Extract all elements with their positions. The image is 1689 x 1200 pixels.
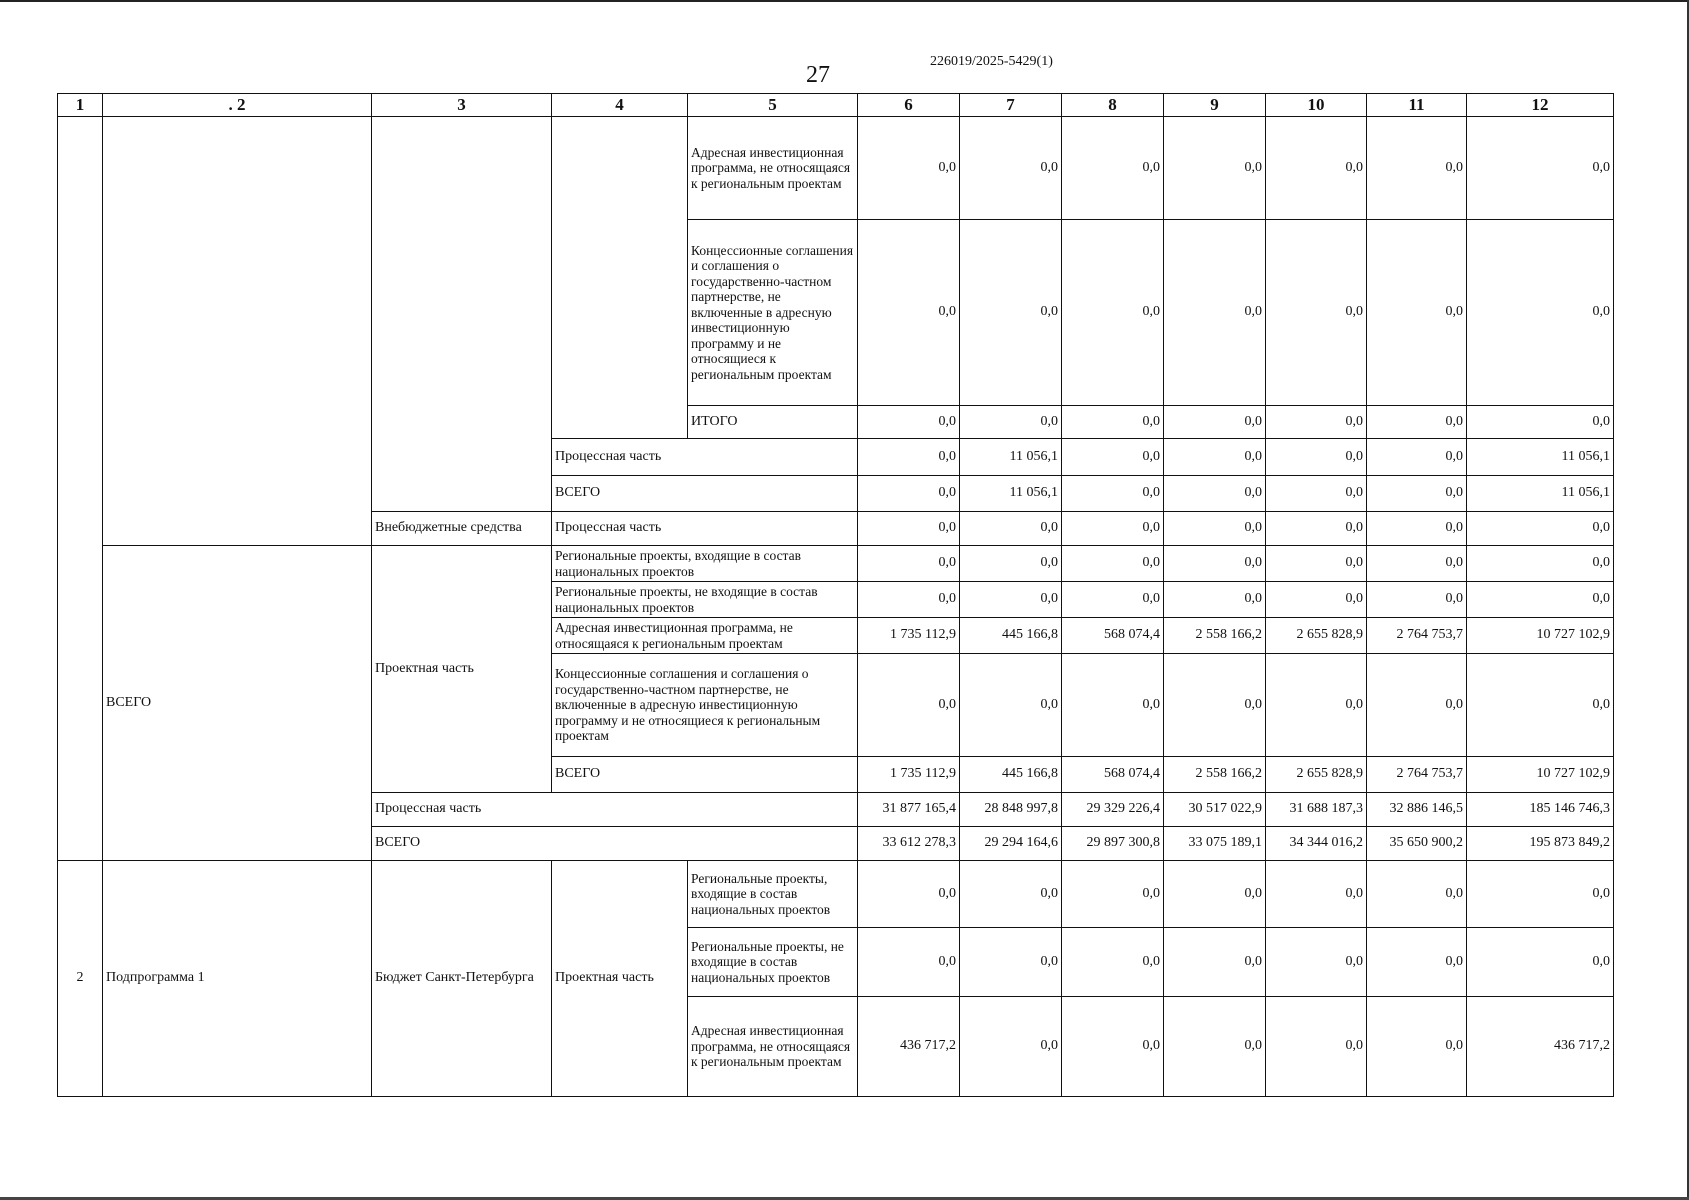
value-cell: 0,0 [1062, 512, 1164, 546]
value-cell: 29 897 300,8 [1062, 827, 1164, 861]
value-cell: 32 886 146,5 [1367, 793, 1467, 827]
value-cell: 0,0 [1266, 512, 1367, 546]
column-header: 1 [58, 94, 103, 117]
item-label: Концессионные соглашения и соглашения о государственно-частном партнерстве, не включенные в адресную инвестиционную программу и не относящиеся к региональным проектам [552, 654, 858, 757]
scan-border-top [0, 0, 1689, 2]
page-number: 27 [806, 62, 830, 88]
value-cell: 11 056,1 [960, 476, 1062, 512]
program-name-cell [103, 117, 372, 546]
value-cell: 28 848 997,8 [960, 793, 1062, 827]
value-cell: 0,0 [1062, 220, 1164, 406]
value-cell: 2 764 753,7 [1367, 618, 1467, 654]
value-cell: 35 650 900,2 [1367, 827, 1467, 861]
value-cell: 0,0 [858, 439, 960, 476]
value-cell: 0,0 [1367, 117, 1467, 220]
value-cell: 0,0 [1367, 439, 1467, 476]
item-label: Процессная часть [552, 439, 858, 476]
value-cell: 0,0 [1367, 476, 1467, 512]
value-cell: 0,0 [1164, 582, 1266, 618]
value-cell: 0,0 [960, 654, 1062, 757]
value-cell: 0,0 [1164, 406, 1266, 439]
value-cell: 0,0 [960, 861, 1062, 928]
part-label: Проектная часть [552, 861, 688, 1097]
value-cell: 33 612 278,3 [858, 827, 960, 861]
value-cell: 0,0 [960, 220, 1062, 406]
value-cell: 0,0 [1164, 861, 1266, 928]
value-cell: 0,0 [1367, 997, 1467, 1097]
value-cell: 34 344 016,2 [1266, 827, 1367, 861]
value-cell: 0,0 [1062, 546, 1164, 582]
value-cell: 0,0 [1266, 546, 1367, 582]
value-cell: 0,0 [858, 928, 960, 997]
value-cell: 0,0 [960, 117, 1062, 220]
item-label: Адресная инвестиционная программа, не относящаяся к региональным проектам [688, 117, 858, 220]
value-cell: 0,0 [1164, 654, 1266, 757]
value-cell: 0,0 [1266, 439, 1367, 476]
value-cell: 0,0 [1062, 654, 1164, 757]
value-cell: 0,0 [1266, 654, 1367, 757]
column-header: 4 [552, 94, 688, 117]
value-cell: 0,0 [858, 476, 960, 512]
value-cell: 0,0 [858, 582, 960, 618]
item-label: ВСЕГО [372, 827, 858, 861]
value-cell: 0,0 [1367, 220, 1467, 406]
column-header: 11 [1367, 94, 1467, 117]
item-label: Региональные проекты, входящие в состав национальных проектов [552, 546, 858, 582]
subprogram-number: 2 [58, 861, 103, 1097]
value-cell: 2 558 166,2 [1164, 757, 1266, 793]
value-cell: 29 329 226,4 [1062, 793, 1164, 827]
value-cell: 0,0 [1164, 476, 1266, 512]
value-cell: 2 764 753,7 [1367, 757, 1467, 793]
value-cell: 33 075 189,1 [1164, 827, 1266, 861]
value-cell: 1 735 112,9 [858, 757, 960, 793]
financing-table [57, 93, 1614, 1097]
value-cell: 0,0 [1467, 117, 1614, 220]
value-cell: 0,0 [1467, 220, 1614, 406]
item-label: Региональные проекты, входящие в состав национальных проектов [688, 861, 858, 928]
item-label: ИТОГО [688, 406, 858, 439]
value-cell: 0,0 [858, 654, 960, 757]
value-cell: 436 717,2 [1467, 997, 1614, 1097]
value-cell: 0,0 [1467, 512, 1614, 546]
value-cell: 0,0 [1367, 406, 1467, 439]
value-cell: 0,0 [1062, 997, 1164, 1097]
value-cell: 0,0 [1164, 220, 1266, 406]
value-cell: 0,0 [960, 997, 1062, 1097]
value-cell: 0,0 [858, 117, 960, 220]
table-row [58, 546, 1614, 582]
value-cell: 2 655 828,9 [1266, 757, 1367, 793]
item-label: ВСЕГО [552, 476, 858, 512]
value-cell: 0,0 [1062, 406, 1164, 439]
value-cell: 2 558 166,2 [1164, 618, 1266, 654]
value-cell: 0,0 [1367, 928, 1467, 997]
value-cell: 0,0 [1062, 928, 1164, 997]
value-cell: 185 146 746,3 [1467, 793, 1614, 827]
value-cell: 195 873 849,2 [1467, 827, 1614, 861]
value-cell: 0,0 [858, 512, 960, 546]
value-cell: 0,0 [1164, 546, 1266, 582]
item-label: Процессная часть [372, 793, 858, 827]
value-cell: 29 294 164,6 [960, 827, 1062, 861]
value-cell: 0,0 [1367, 546, 1467, 582]
value-cell: 0,0 [1062, 861, 1164, 928]
value-cell: 0,0 [1367, 582, 1467, 618]
value-cell: 1 735 112,9 [858, 618, 960, 654]
value-cell: 0,0 [1266, 220, 1367, 406]
item-label: Адресная инвестиционная программа, не относящаяся к региональным проектам [552, 618, 858, 654]
value-cell: 0,0 [1164, 117, 1266, 220]
value-cell: 0,0 [858, 406, 960, 439]
value-cell: 0,0 [1266, 997, 1367, 1097]
value-cell: 0,0 [858, 220, 960, 406]
value-cell: 0,0 [1266, 861, 1367, 928]
value-cell: 0,0 [858, 861, 960, 928]
item-label: Региональные проекты, не входящие в состав национальных проектов [688, 928, 858, 997]
column-header: 7 [960, 94, 1062, 117]
source-cell [372, 117, 552, 512]
value-cell: 0,0 [1062, 582, 1164, 618]
value-cell: 0,0 [1367, 861, 1467, 928]
column-header: 9 [1164, 94, 1266, 117]
value-cell: 0,0 [1164, 928, 1266, 997]
column-header: 8 [1062, 94, 1164, 117]
value-cell: 0,0 [1164, 997, 1266, 1097]
value-cell: 0,0 [1266, 582, 1367, 618]
value-cell: 568 074,4 [1062, 618, 1164, 654]
value-cell: 0,0 [858, 546, 960, 582]
column-header: 12 [1467, 94, 1614, 117]
part-label: Проектная часть [372, 546, 552, 793]
value-cell: 11 056,1 [1467, 439, 1614, 476]
value-cell: 0,0 [960, 512, 1062, 546]
value-cell: 0,0 [1062, 439, 1164, 476]
table-row [58, 117, 1614, 220]
value-cell: 0,0 [1367, 654, 1467, 757]
item-label: Процессная часть [552, 512, 858, 546]
value-cell: 11 056,1 [1467, 476, 1614, 512]
value-cell: 0,0 [1467, 546, 1614, 582]
subprogram-name: Подпрограмма 1 [103, 861, 372, 1097]
value-cell: 30 517 022,9 [1164, 793, 1266, 827]
value-cell: 0,0 [1062, 476, 1164, 512]
source-label: Внебюджетные средства [372, 512, 552, 546]
column-number-row [58, 94, 1614, 117]
value-cell: 31 877 165,4 [858, 793, 960, 827]
column-header: 5 [688, 94, 858, 117]
value-cell: 445 166,8 [960, 618, 1062, 654]
value-cell: 2 655 828,9 [1266, 618, 1367, 654]
value-cell: 0,0 [1164, 439, 1266, 476]
value-cell: 445 166,8 [960, 757, 1062, 793]
column-header: 10 [1266, 94, 1367, 117]
value-cell: 0,0 [960, 406, 1062, 439]
item-label: Концессионные соглашения и соглашения о государственно-частном партнерстве, не включенные в адресную инвестиционную программу и не относящиеся к региональным проектам [688, 220, 858, 406]
part-cell [552, 117, 688, 439]
value-cell: 0,0 [1467, 654, 1614, 757]
value-cell: 0,0 [1467, 582, 1614, 618]
value-cell: 10 727 102,9 [1467, 618, 1614, 654]
value-cell: 0,0 [1266, 928, 1367, 997]
value-cell: 568 074,4 [1062, 757, 1164, 793]
source-label: Бюджет Санкт-Петербурга [372, 861, 552, 1097]
value-cell: 31 688 187,3 [1266, 793, 1367, 827]
value-cell: 10 727 102,9 [1467, 757, 1614, 793]
value-cell: 0,0 [960, 546, 1062, 582]
value-cell: 0,0 [1367, 512, 1467, 546]
total-block-label: ВСЕГО [103, 546, 372, 861]
value-cell: 0,0 [1467, 928, 1614, 997]
value-cell: 0,0 [1266, 476, 1367, 512]
value-cell: 0,0 [1164, 512, 1266, 546]
value-cell: 11 056,1 [960, 439, 1062, 476]
value-cell: 0,0 [1266, 117, 1367, 220]
item-label: ВСЕГО [552, 757, 858, 793]
value-cell: 436 717,2 [858, 997, 960, 1097]
value-cell: 0,0 [1062, 117, 1164, 220]
item-label: Региональные проекты, не входящие в состав национальных проектов [552, 582, 858, 618]
item-label: Адресная инвестиционная программа, не относящаяся к региональным проектам [688, 997, 858, 1097]
column-header: 6 [858, 94, 960, 117]
value-cell: 0,0 [1467, 406, 1614, 439]
value-cell: 0,0 [1266, 406, 1367, 439]
column-header: 3 [372, 94, 552, 117]
column-header: . 2 [103, 94, 372, 117]
row-number-cell [58, 117, 103, 861]
value-cell: 0,0 [1467, 861, 1614, 928]
table-row [58, 861, 1614, 928]
value-cell: 0,0 [960, 582, 1062, 618]
document-number: 226019/2025-5429(1) [930, 54, 1053, 69]
value-cell: 0,0 [960, 928, 1062, 997]
